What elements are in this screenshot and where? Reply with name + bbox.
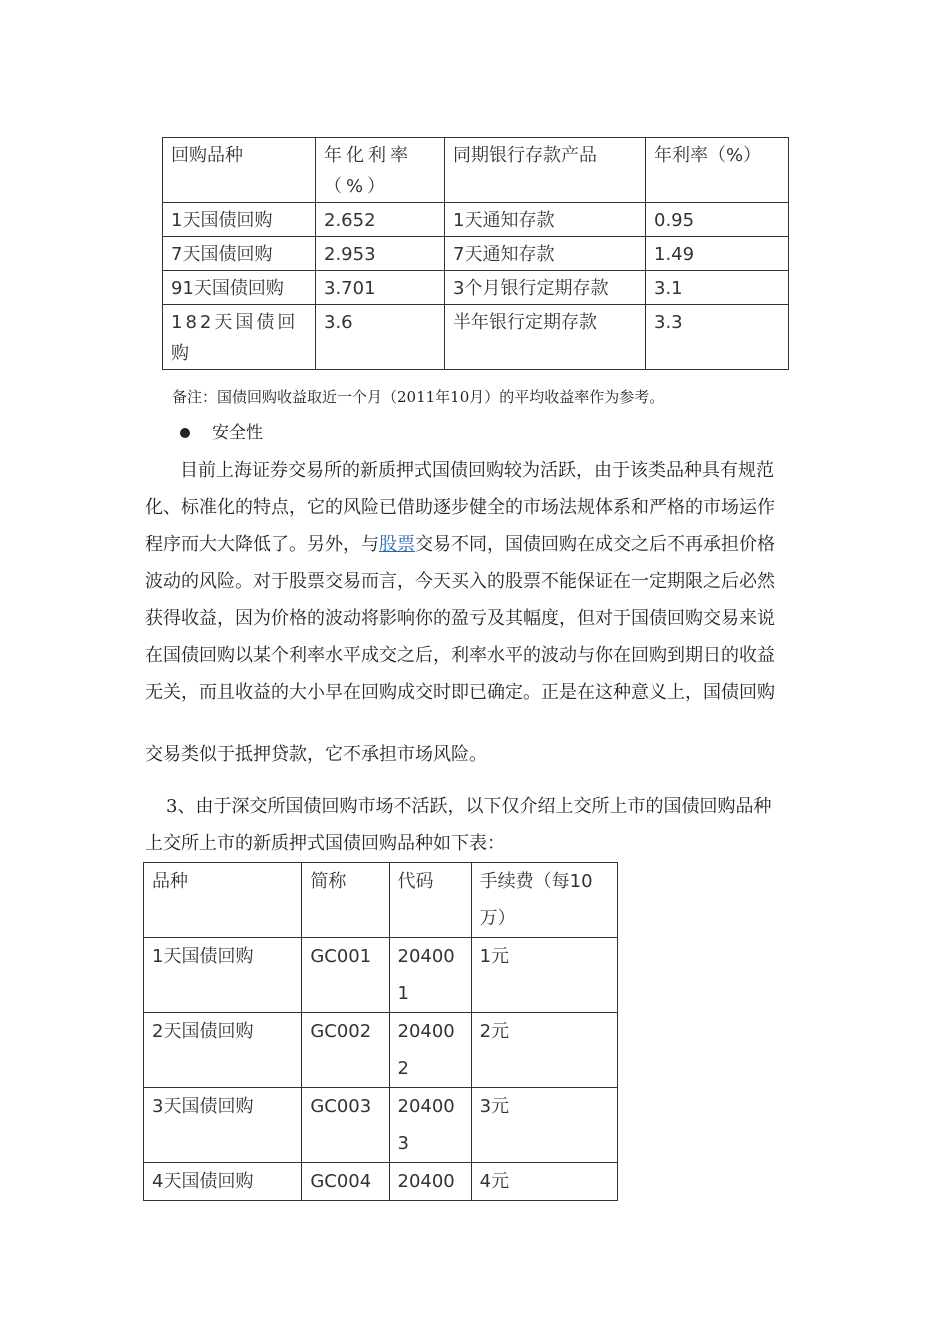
table-cell: 20400 bbox=[389, 1163, 471, 1201]
repo-products-table bbox=[143, 862, 618, 1201]
table-cell: 3.3 bbox=[646, 305, 789, 370]
table-cell: 3个月银行定期存款 bbox=[445, 271, 646, 305]
table-cell: 91天国债回购 bbox=[163, 271, 316, 305]
paragraph-line: 上交所上市的新质押式国债回购品种如下表： bbox=[145, 833, 505, 854]
paragraph-line: 获得收益，因为价格的波动将影响你的盈亏及其幅度，但对于国债回购交易来说 bbox=[145, 608, 775, 629]
table-cell: GC001 bbox=[302, 938, 389, 1013]
stock-link[interactable]: 股票 bbox=[379, 534, 415, 555]
table-cell: GC003 bbox=[302, 1088, 389, 1163]
table-cell: 2元 bbox=[471, 1013, 617, 1088]
table-header-cell: 同期银行存款产品 bbox=[445, 138, 646, 203]
table-row bbox=[144, 1013, 618, 1088]
table-cell: 2.953 bbox=[316, 237, 445, 271]
paragraph-line: 波动的风险。对于股票交易而言，今天买入的股票不能保证在一定期限之后必然 bbox=[145, 571, 775, 592]
table-cell: 204002 bbox=[389, 1013, 471, 1088]
table-cell: 204001 bbox=[389, 938, 471, 1013]
paragraph-line: 目前上海证券交易所的新质押式国债回购较为活跃，由于该类品种具有规范 bbox=[180, 460, 774, 481]
table-header-cell: 代码 bbox=[389, 863, 471, 938]
table-header-cell: 年化利率（%） bbox=[316, 138, 445, 203]
table-cell: 7天国债回购 bbox=[163, 237, 316, 271]
table-header-cell: 年利率（%） bbox=[646, 138, 789, 203]
table-row bbox=[163, 271, 789, 305]
table-cell: 2天国债回购 bbox=[144, 1013, 302, 1088]
table-cell: 182天国债回购 bbox=[163, 305, 316, 370]
table-cell: 1天国债回购 bbox=[163, 203, 316, 237]
bullet-item bbox=[180, 418, 263, 448]
table-row bbox=[144, 938, 618, 1013]
paragraph-line bbox=[145, 530, 775, 556]
paragraph-text: 交易不同，国债回购在成交之后不再承担价格 bbox=[415, 534, 775, 555]
table-header-cell: 简称 bbox=[302, 863, 389, 938]
table-row bbox=[163, 237, 789, 271]
table-cell: 1元 bbox=[471, 938, 617, 1013]
paragraph-line: 3、由于深交所国债回购市场不活跃，以下仅介绍上交所上市的国债回购品种 bbox=[166, 796, 772, 817]
table-row bbox=[144, 1163, 618, 1201]
table-header-row bbox=[144, 863, 618, 938]
table-cell: 3.6 bbox=[316, 305, 445, 370]
table-cell: 4元 bbox=[471, 1163, 617, 1201]
table-cell: 4天国债回购 bbox=[144, 1163, 302, 1201]
table-cell: 3.701 bbox=[316, 271, 445, 305]
table-cell: GC002 bbox=[302, 1013, 389, 1088]
table-cell: 7天通知存款 bbox=[445, 237, 646, 271]
table-cell: 1.49 bbox=[646, 237, 789, 271]
table-row bbox=[163, 203, 789, 237]
bullet-label: 安全性 bbox=[212, 423, 263, 443]
table-header-cell: 品种 bbox=[144, 863, 302, 938]
table-note: 备注：国债回购收益取近一个月（2011年10月）的平均收益率作为参考。 bbox=[172, 388, 665, 406]
table-cell: 0.95 bbox=[646, 203, 789, 237]
table-cell: 3元 bbox=[471, 1088, 617, 1163]
table-cell: 半年银行定期存款 bbox=[445, 305, 646, 370]
paragraph-line: 交易类似于抵押贷款，它不承担市场风险。 bbox=[145, 744, 487, 765]
table-row bbox=[163, 305, 789, 370]
table-cell: GC004 bbox=[302, 1163, 389, 1201]
paragraph-line: 无关，而且收益的大小早在回购成交时即已确定。正是在这种意义上，国债回购 bbox=[145, 682, 775, 703]
paragraph-line: 化、标准化的特点，它的风险已借助逐步健全的市场法规体系和严格的市场运作 bbox=[145, 497, 775, 518]
table-cell: 2.652 bbox=[316, 203, 445, 237]
table-cell: 3天国债回购 bbox=[144, 1088, 302, 1163]
table-cell: 1天国债回购 bbox=[144, 938, 302, 1013]
table-cell: 204003 bbox=[389, 1088, 471, 1163]
table-cell: 3.1 bbox=[646, 271, 789, 305]
table-header-cell: 手续费（每10万） bbox=[471, 863, 617, 938]
paragraph-text: 程序而大大降低了。另外，与 bbox=[145, 534, 379, 555]
paragraph-line: 在国债回购以某个利率水平成交之后，利率水平的波动与你在回购到期日的收益 bbox=[145, 645, 775, 666]
bullet-dot-icon bbox=[180, 428, 190, 438]
table-header-row bbox=[163, 138, 789, 203]
table-cell: 1天通知存款 bbox=[445, 203, 646, 237]
table-row bbox=[144, 1088, 618, 1163]
table-header-cell: 回购品种 bbox=[163, 138, 316, 203]
rate-comparison-table bbox=[162, 137, 789, 370]
